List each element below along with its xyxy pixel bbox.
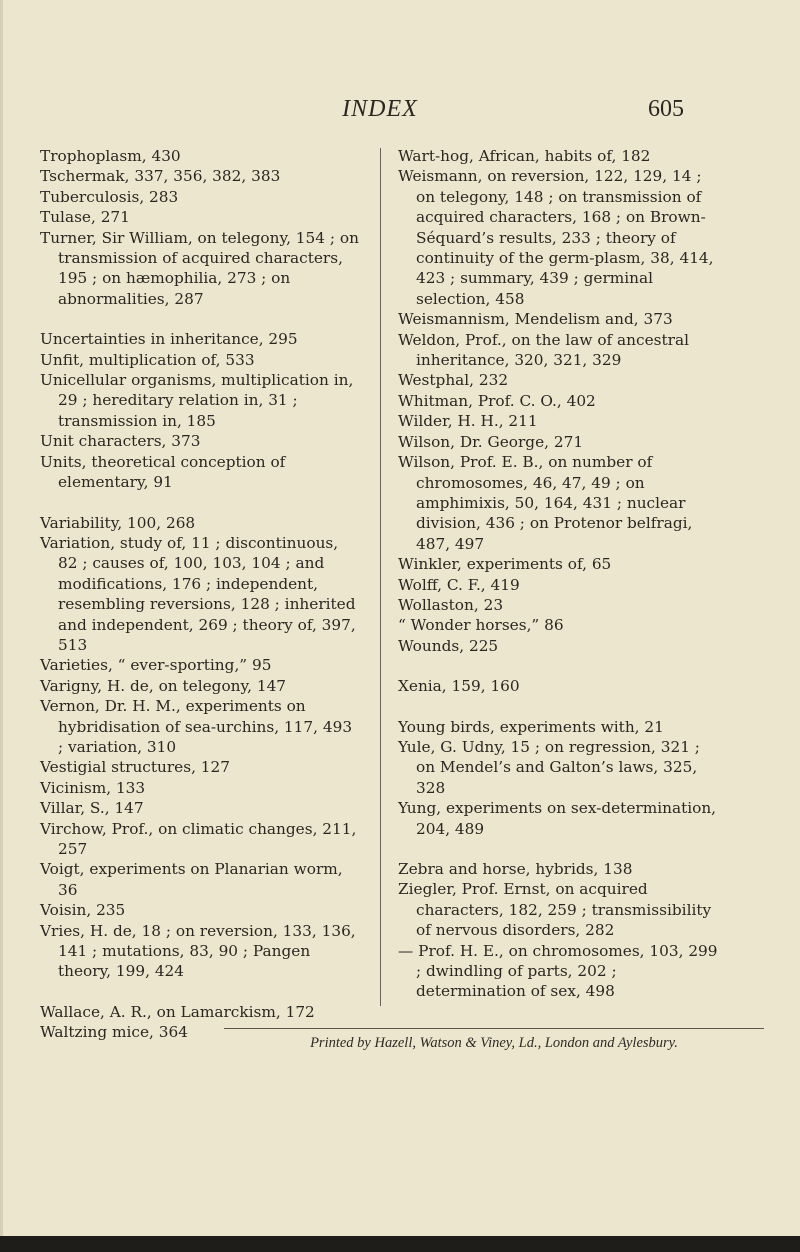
index-entry: Vernon, Dr. H. M., experiments on hybridisation of sea-urchins, 117, 493 ; variation, 310 [40, 697, 353, 756]
index-entry: Wart-hog, African, habits of, 182 [398, 147, 651, 165]
index-entry: Vries, H. de, 18 ; on reversion, 133, 136, 141 ; mutations, 83, 90 ; Pangen theory, 199, 424 [40, 921, 356, 981]
index-entry: Yung, experiments on sex-determination, 204, 489 [398, 799, 717, 838]
page-header [0, 96, 800, 130]
index-entry: Villar, S., 147 [40, 799, 144, 818]
index-entry: — Prof. H. E., on chromosomes, 103, 299 ; dwindling of parts, 202 ; determination of sex, 498 [398, 941, 718, 1001]
index-entry: Turner, Sir William, on telegony, 154 ; on transmission of acquired characters, 195 ; on hæmophilia, 273 ; on abnormalities, 287 [40, 228, 359, 308]
column-divider [380, 148, 381, 1006]
index-entry: Voigt, experiments on Planarian worm, 36 [40, 860, 343, 899]
index-entry: Vicinism, 133 [40, 778, 146, 797]
index-entry: Unfit, multiplication of, 533 [40, 350, 255, 369]
index-entry: Wilder, H. H., 211 [398, 412, 538, 431]
index-entry: “ Wonder horses,” 86 [398, 616, 564, 635]
index-entry: Wilson, Prof. E. B., on number of chromosomes, 46, 47, 49 ; on amphimixis, 50, 164, 431 ; nuclear division, 436 ; on Protenor belfragi, 487, 497 [398, 453, 693, 553]
index-entry: Trophoplasm, 430 [40, 147, 181, 165]
page-number: 605 [648, 96, 684, 122]
index-entry: Weldon, Prof., on the law of ancestral inheritance, 320, 321, 329 [398, 330, 689, 370]
index-entry: Zebra and horse, hybrids, 138 [398, 860, 633, 878]
index-entry: Uncertainties in inheritance, 295 [40, 330, 298, 349]
index-entry: Westphal, 232 [398, 371, 509, 390]
index-entry: Vestigial structures, 127 [40, 758, 231, 777]
index-entry: Wallace, A. R., on Lamarckism, 172 [40, 1002, 315, 1021]
index-entry: Wolff, C. F., 419 [398, 575, 520, 594]
index-entry: Tulase, 271 [40, 208, 130, 227]
page-edge [0, 0, 3, 1236]
index-entry: Unicellular organisms, multiplication in, 29 ; hereditary relation in, 31 ; transmission in, 185 [40, 371, 354, 430]
index-entry: Xenia, 159, 160 [398, 677, 520, 696]
index-column-right [398, 146, 718, 1002]
index-entry: Tschermak, 337, 356, 382, 383 [40, 167, 281, 186]
index-entry: Weismannism, Mendelism and, 373 [398, 310, 673, 329]
index-entry: Ziegler, Prof. Ernst, on acquired characters, 182, 259 ; transmissibility of nervous disorders, 282 [398, 880, 712, 940]
index-entry: Tuberculosis, 283 [40, 187, 179, 206]
index-entry: Variation, study of, 11 ; discontinuous, 82 ; causes of, 100, 103, 104 ; and modifications, 176 ; independent, resembling reversions, 128 ; inherited and independent, 269 ; theory of, 397, 513 [40, 533, 356, 654]
running-title: INDEX [342, 96, 418, 122]
index-entry: Wilson, Dr. George, 271 [398, 432, 584, 451]
index-entry: Winkler, experiments of, 65 [398, 555, 612, 574]
index-entry: Whitman, Prof. C. O., 402 [398, 391, 596, 410]
index-entry: Varigny, H. de, on telegony, 147 [40, 676, 287, 695]
index-entry: Voisin, 235 [40, 901, 126, 920]
index-entry: Virchow, Prof., on climatic changes, 211, 257 [40, 819, 357, 858]
index-entry: Waltzing mice, 364 [40, 1023, 188, 1042]
index-entry: Varieties, “ ever-sporting,” 95 [40, 656, 272, 675]
index-entry: Wounds, 225 [398, 636, 499, 655]
index-entry: Weismann, on reversion, 122, 129, 14 ; on telegony, 148 ; on transmission of acquired characters, 168 ; on Brown-Séquard’s results, 233 ; theory of continuity of the germ-plasm, 38, 414, 423 ; summary, 439 ; germinal selection, 458 [398, 167, 714, 308]
index-entry: Yule, G. Udny, 15 ; on regression, 321 ; on Mendel’s and Galton’s laws, 325, 328 [398, 737, 700, 797]
footer-rule [224, 1028, 764, 1029]
index-entry: Wollaston, 23 [398, 595, 504, 614]
printer-imprint: Printed by Hazell, Watson & Viney, Ld., London and Aylesbury. [310, 1035, 678, 1051]
index-entry: Unit characters, 373 [40, 432, 201, 451]
index-entry: Units, theoretical conception of elementary, 91 [40, 452, 286, 492]
index-entry: Variability, 100, 268 [40, 513, 196, 532]
index-column-left [40, 146, 360, 1043]
scan-bottom-band [0, 1236, 800, 1252]
index-entry: Young birds, experiments with, 21 [398, 717, 664, 736]
